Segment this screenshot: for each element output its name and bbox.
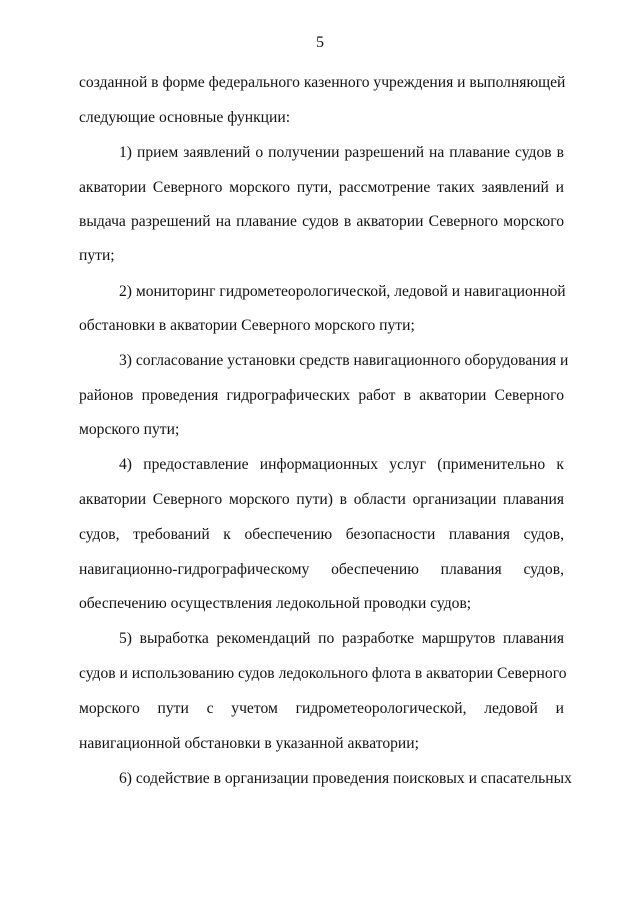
text-line: созданной в форме федерального казенного учреждения и выполняющей bbox=[79, 74, 566, 91]
text-line: морского пути с учетом гидрометеорологической, ледовой и bbox=[79, 700, 564, 717]
text-line: акватории Северного морского пути) в области организации плавания bbox=[79, 491, 564, 508]
text-line: судов и использованию судов ледокольного флота в акватории Северного bbox=[79, 665, 567, 682]
text-line: 5) выработка рекомендаций по разработке маршрутов плавания bbox=[119, 630, 564, 647]
text-line: навигационной обстановки в указанной акватории; bbox=[79, 735, 419, 752]
text-line: пути; bbox=[79, 247, 115, 264]
text-line: акватории Северного морского пути, рассмотрение таких заявлений и bbox=[79, 179, 564, 196]
text-line: обстановки в акватории Северного морского пути; bbox=[79, 317, 415, 334]
page-number: 5 bbox=[316, 34, 324, 51]
text-line: выдача разрешений на плавание судов в акватории Северного морского bbox=[79, 213, 564, 230]
text-line: районов проведения гидрографических работ в акватории Северного bbox=[79, 387, 564, 404]
text-line: 6) содействие в организации проведения поисковых и спасательных bbox=[119, 770, 572, 787]
text-line: 4) предоставление информационных услуг (применительно к bbox=[119, 456, 564, 473]
text-line: навигационно-гидрографическому обеспечению плавания судов, bbox=[79, 561, 564, 578]
text-line: 3) согласование установки средств навигационного оборудования и bbox=[119, 352, 569, 369]
text-line: судов, требований к обеспечению безопасности плавания судов, bbox=[79, 526, 564, 543]
text-line: обеспечению осуществления ледокольной проводки судов; bbox=[79, 595, 472, 612]
text-line: 1) прием заявлений о получении разрешений на плавание судов в bbox=[119, 144, 564, 161]
text-line: морского пути; bbox=[79, 421, 180, 438]
text-line: 2) мониторинг гидрометеорологической, ледовой и навигационной bbox=[119, 283, 566, 300]
text-line: следующие основные функции: bbox=[79, 109, 291, 126]
